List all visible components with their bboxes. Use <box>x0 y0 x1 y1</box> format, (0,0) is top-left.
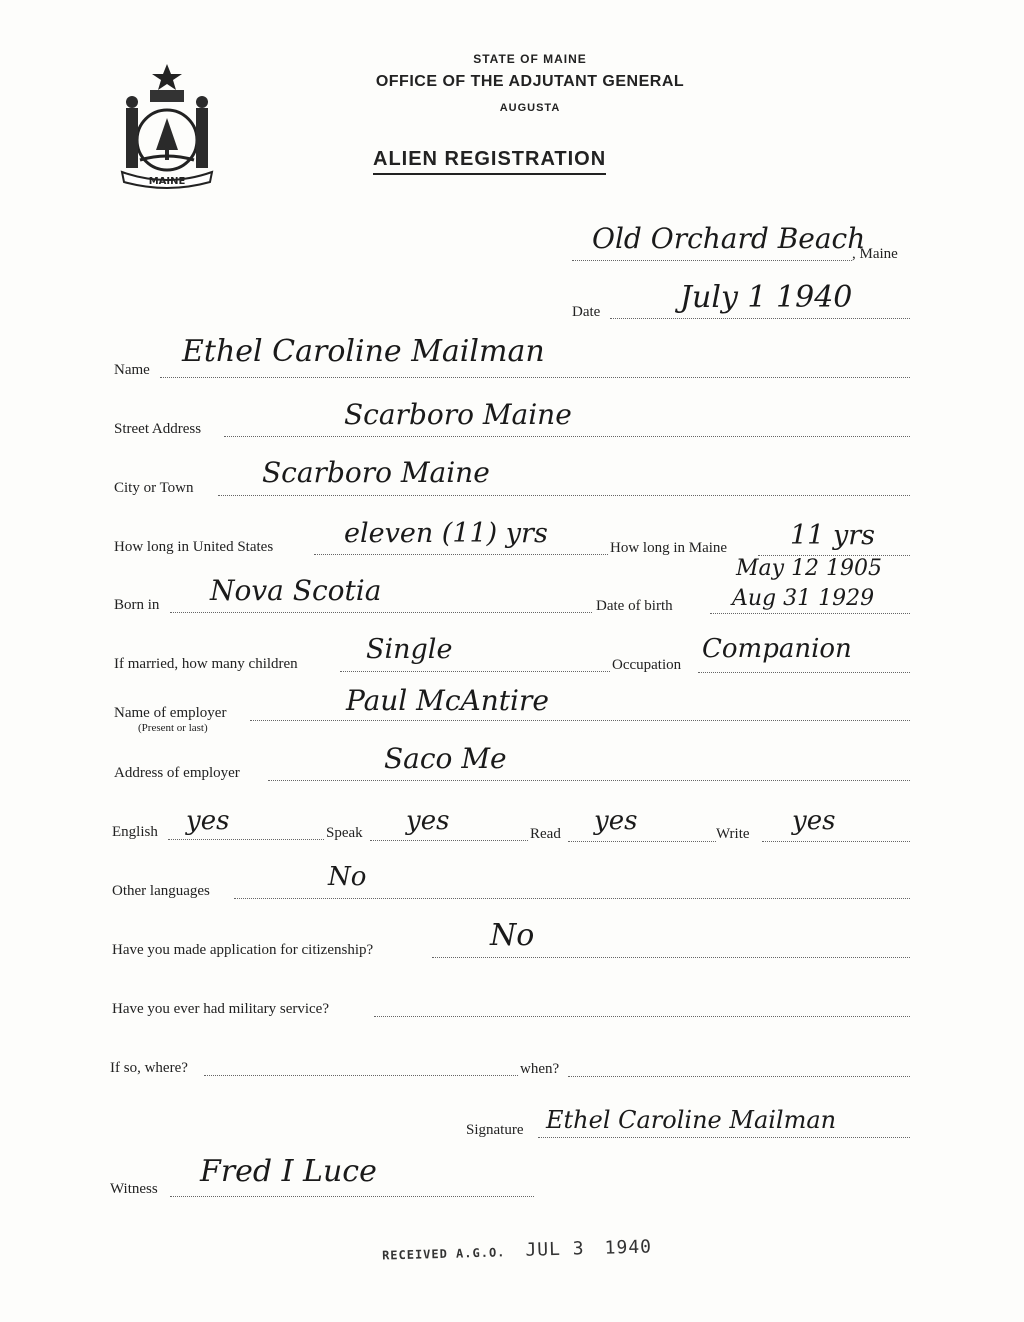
when-label: when? <box>520 1061 560 1077</box>
write-line <box>762 841 910 842</box>
write-label: Write <box>716 826 750 842</box>
seal-banner-text: MAINE <box>148 176 186 187</box>
occupation-label: Occupation <box>612 657 682 673</box>
header-state: STATE OF MAINE <box>473 52 587 66</box>
other-languages-line <box>234 898 910 899</box>
read-value: yes <box>594 806 638 836</box>
employer-label: Name of employer <box>114 705 227 721</box>
signature-value: Ethel Caroline Mailman <box>546 1106 837 1134</box>
dob-value-2: Aug 31 1929 <box>732 586 875 611</box>
other-languages-value: No <box>328 862 367 892</box>
military-label: Have you ever had military service? <box>112 1001 329 1017</box>
dob-value-1: May 12 1905 <box>736 556 883 581</box>
citizenship-label: Have you made application for citizenship? <box>112 942 374 958</box>
read-line <box>568 841 716 842</box>
header-city: AUGUSTA <box>499 102 561 114</box>
citizenship-value: No <box>490 918 535 953</box>
children-line <box>340 671 610 672</box>
stamp-month-day: JUL 3 <box>525 1238 585 1261</box>
received-stamp <box>382 1236 653 1264</box>
date-line <box>610 318 910 319</box>
city-line <box>218 495 910 496</box>
street-value: Scarboro Maine <box>344 398 572 431</box>
read-label: Read <box>530 826 561 842</box>
witness-value: Fred I Luce <box>200 1154 377 1189</box>
born-in-label: Born in <box>114 597 160 613</box>
employer-line <box>250 720 910 721</box>
how-long-us-line <box>314 554 608 555</box>
employer-value: Paul McAntire <box>346 684 549 717</box>
stamp-year: 1940 <box>604 1236 653 1259</box>
occupation-value: Companion <box>702 634 852 664</box>
signature-line <box>538 1137 910 1138</box>
date-label: Date <box>572 304 601 320</box>
place-line <box>572 260 852 261</box>
when-line <box>568 1076 910 1077</box>
street-label: Street Address <box>114 421 202 437</box>
how-long-maine-value: 11 yrs <box>790 520 875 551</box>
employer-address-value: Saco Me <box>384 742 507 775</box>
form-title: ALIEN REGISTRATION <box>373 148 606 175</box>
employer-address-line <box>268 780 910 781</box>
children-value: Single <box>366 634 453 665</box>
speak-line <box>370 840 528 841</box>
header-office: OFFICE OF THE ADJUTANT GENERAL <box>375 73 685 90</box>
place-value: Old Orchard Beach <box>592 222 866 255</box>
how-long-maine-label: How long in Maine <box>610 540 728 556</box>
city-value: Scarboro Maine <box>262 456 490 489</box>
employer-sublabel: (Present or last) <box>138 722 208 734</box>
english-line <box>168 839 324 840</box>
english-value: yes <box>186 806 230 836</box>
date-value: July 1 1940 <box>680 280 853 315</box>
occupation-line <box>698 672 910 673</box>
witness-line <box>170 1196 534 1197</box>
if-so-where-label: If so, where? <box>110 1060 188 1076</box>
stamp-received: RECEIVED A.G.O. <box>381 1245 506 1263</box>
military-line <box>374 1016 910 1017</box>
if-so-where-line <box>204 1075 518 1076</box>
name-label: Name <box>114 362 150 378</box>
employer-address-label: Address of employer <box>114 765 240 781</box>
date-of-birth-label: Date of birth <box>596 598 673 614</box>
street-line <box>224 436 910 437</box>
name-line <box>160 377 910 378</box>
maine-state-seal <box>112 60 222 190</box>
born-in-value: Nova Scotia <box>210 574 382 607</box>
born-in-line <box>170 612 592 613</box>
citizenship-line <box>432 957 910 958</box>
witness-label: Witness <box>110 1181 158 1197</box>
english-label: English <box>112 824 158 840</box>
name-value: Ethel Caroline Mailman <box>182 334 545 369</box>
place-suffix: , Maine <box>852 246 898 262</box>
other-languages-label: Other languages <box>112 883 210 899</box>
how-long-us-label: How long in United States <box>114 539 274 555</box>
write-value: yes <box>792 806 836 836</box>
speak-label: Speak <box>326 825 363 841</box>
speak-value: yes <box>406 806 450 836</box>
how-long-us-value: eleven (11) yrs <box>344 518 548 549</box>
children-label: If married, how many children <box>114 656 298 672</box>
date-of-birth-line <box>710 613 910 614</box>
signature-label: Signature <box>466 1122 524 1138</box>
city-label: City or Town <box>114 480 194 496</box>
